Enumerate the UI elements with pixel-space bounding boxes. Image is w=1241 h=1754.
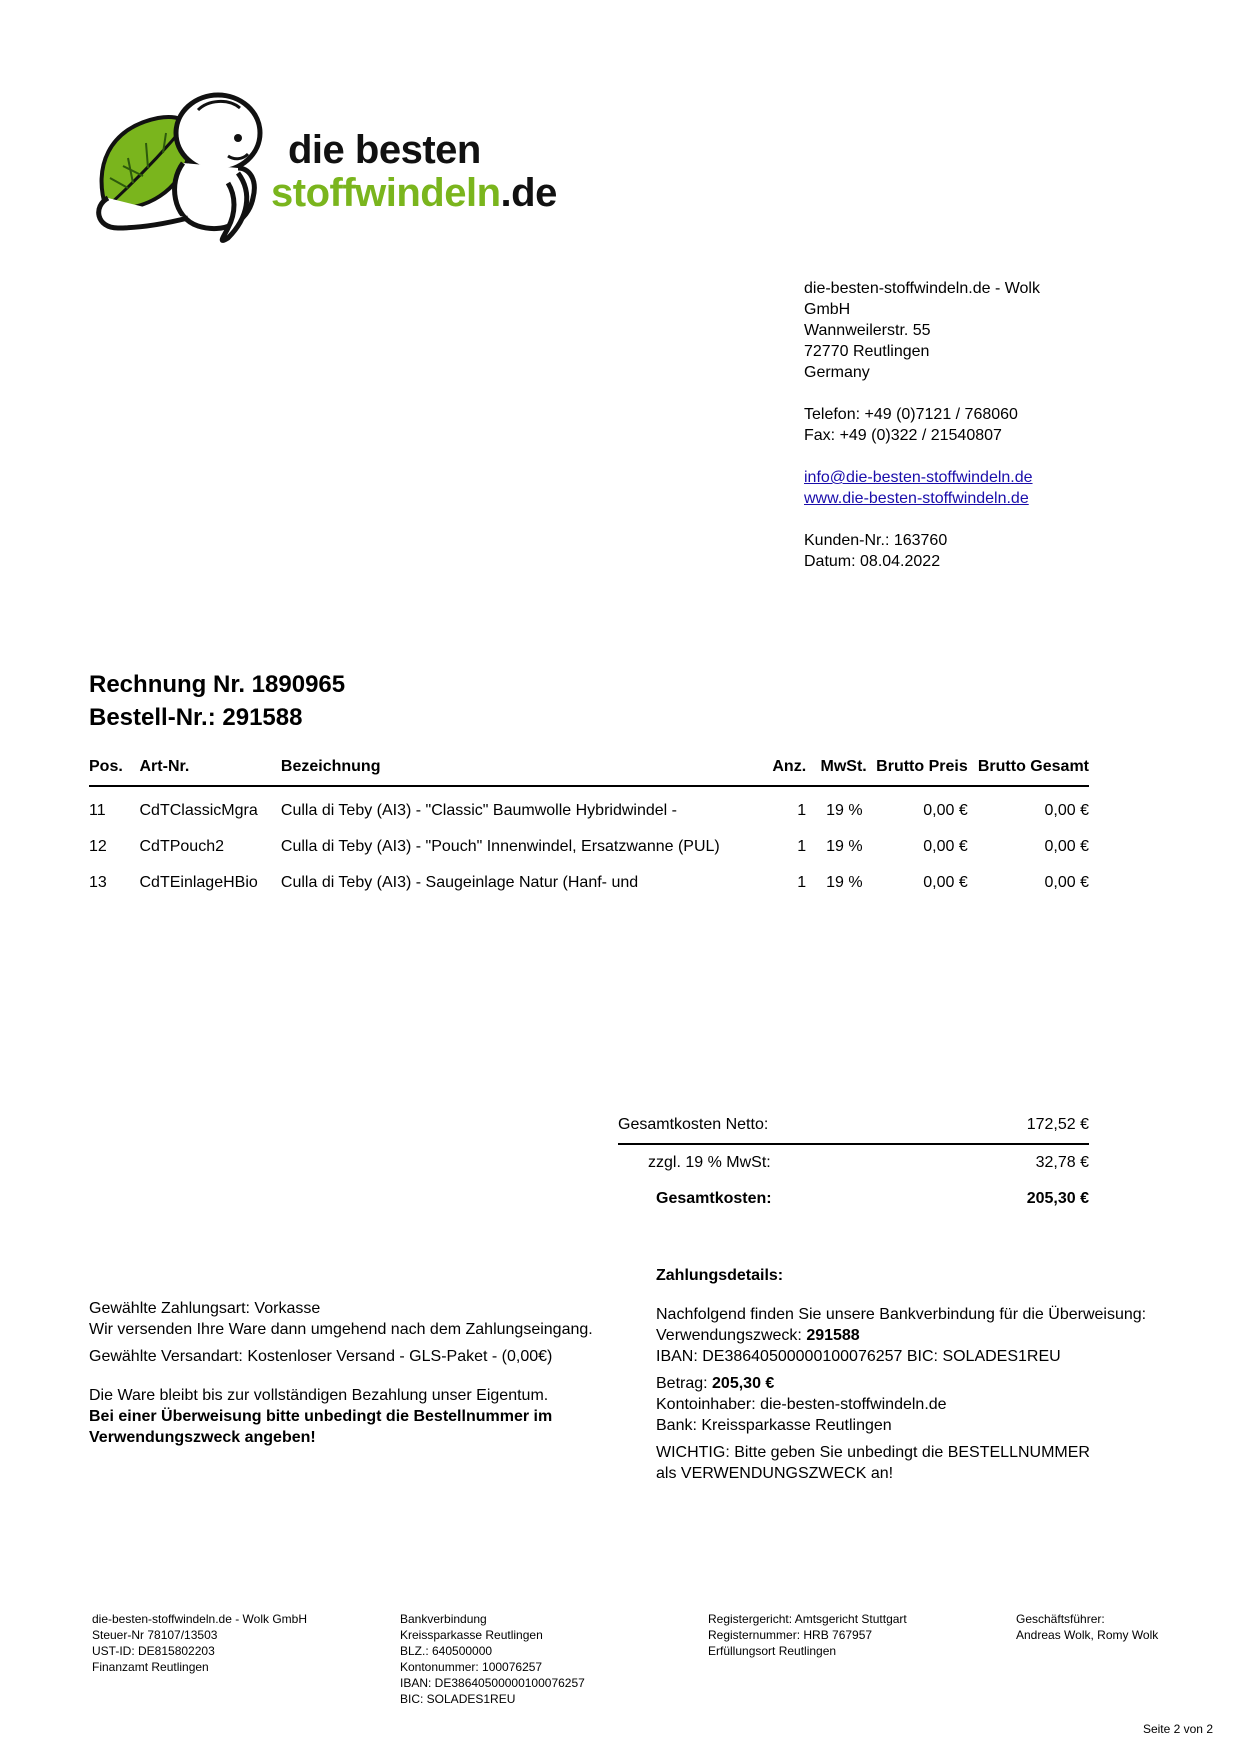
footer-line: BLZ.: 640500000 bbox=[400, 1644, 493, 1658]
cell-bez: Culla di Teby (AI3) - "Pouch" Innenwindel, Ersatzwanne (PUL) bbox=[280, 838, 720, 855]
invoice-title: Rechnung Nr. 1890965 bbox=[89, 671, 346, 698]
table-row bbox=[89, 865, 1089, 901]
purpose-line bbox=[656, 1325, 1196, 1346]
payment-info-left bbox=[89, 1298, 649, 1448]
header-mwst: MwSt. bbox=[806, 757, 867, 786]
important-note-2: als VERWENDUNGSZWECK an! bbox=[656, 1465, 894, 1482]
shipping-note: Wir versenden Ihre Ware dann umgehend nach dem Zahlungseingang. bbox=[89, 1321, 593, 1338]
cell-pos: 12 bbox=[89, 838, 107, 855]
header-anz: Anz. bbox=[764, 757, 806, 786]
amount-value: 205,30 € bbox=[712, 1375, 775, 1392]
logo-text-bottom bbox=[271, 171, 557, 216]
purpose-value: 291588 bbox=[806, 1327, 860, 1344]
customer-number: Kunden-Nr.: 163760 bbox=[804, 532, 948, 549]
mwst-row bbox=[618, 1145, 1089, 1181]
line-items-table bbox=[89, 757, 1089, 901]
footer-company bbox=[92, 1611, 307, 1675]
footer-line: Geschäftsführer: bbox=[1016, 1612, 1105, 1626]
footer-line: die-besten-stoffwindeln.de - Wolk GmbH bbox=[92, 1612, 307, 1626]
bank-name: Bank: Kreissparkasse Reutlingen bbox=[656, 1417, 892, 1434]
sender-address bbox=[804, 278, 1104, 572]
cell-anz: 1 bbox=[797, 802, 807, 819]
footer-line: UST-ID: DE815802203 bbox=[92, 1644, 215, 1658]
transfer-warning-2: Verwendungszweck angeben! bbox=[89, 1429, 316, 1446]
logo-text-domain: .de bbox=[500, 171, 557, 215]
footer-line: Kreissparkasse Reutlingen bbox=[400, 1628, 543, 1642]
cell-gesamt: 0,00 € bbox=[1044, 838, 1089, 855]
header-brutto: Brutto Preis bbox=[867, 757, 968, 786]
table-row bbox=[89, 786, 1089, 829]
street: Wannweilerstr. 55 bbox=[804, 322, 931, 339]
cell-mwst: 19 % bbox=[826, 838, 863, 855]
fax: Fax: +49 (0)322 / 21540807 bbox=[804, 427, 1002, 444]
header-gesamt: Brutto Gesamt bbox=[968, 757, 1089, 786]
city: 72770 Reutlingen bbox=[804, 343, 930, 360]
footer-line: BIC: SOLADES1REU bbox=[400, 1692, 516, 1706]
footer-bank bbox=[400, 1611, 585, 1707]
payment-details bbox=[656, 1265, 1196, 1484]
iban-bic: IBAN: DE38640500000100076257 BIC: SOLADES1REU bbox=[656, 1348, 1061, 1365]
cell-gesamt: 0,00 € bbox=[1044, 874, 1089, 891]
page-number: Seite 2 von 2 bbox=[1142, 1722, 1213, 1736]
email-link[interactable]: info@die-besten-stoffwindeln.de bbox=[804, 469, 1033, 486]
header-bez: Bezeichnung bbox=[281, 757, 764, 786]
cell-anz: 1 bbox=[797, 874, 807, 891]
footer-line: Kontonummer: 100076257 bbox=[400, 1660, 543, 1674]
footer-register bbox=[708, 1611, 907, 1659]
cell-brutto: 0,00 € bbox=[923, 838, 968, 855]
ownership-note: Die Ware bleibt bis zur vollständigen Bezahlung unser Eigentum. bbox=[89, 1387, 549, 1404]
footer-line: Finanzamt Reutlingen bbox=[92, 1660, 209, 1674]
cell-pos: 13 bbox=[89, 874, 107, 891]
website-link[interactable]: www.die-besten-stoffwindeln.de bbox=[804, 490, 1029, 507]
shipping-method: Gewählte Versandart: Kostenloser Versand - GLS-Paket - (0,00€) bbox=[89, 1348, 553, 1365]
invoice-heading bbox=[89, 668, 345, 734]
netto-value: 172,52 € bbox=[1026, 1116, 1089, 1133]
cell-gesamt: 0,00 € bbox=[1044, 802, 1089, 819]
footer-line: Erfüllungsort Reutlingen bbox=[708, 1644, 837, 1658]
order-number: Bestell-Nr.: 291588 bbox=[89, 704, 303, 731]
footer-line: IBAN: DE38640500000100076257 bbox=[400, 1676, 585, 1690]
table-header bbox=[89, 757, 1089, 786]
logo-text-top: die besten bbox=[288, 128, 481, 172]
transfer-warning-1: Bei einer Überweisung bitte unbedingt die Bestellnummer im bbox=[89, 1408, 553, 1425]
header-pos: Pos. bbox=[89, 757, 140, 786]
logo-text-green: stoffwindeln bbox=[271, 171, 501, 215]
total-row bbox=[618, 1181, 1089, 1217]
cell-bez: Culla di Teby (AI3) - "Classic" Baumwolle Hybridwindel - bbox=[280, 802, 677, 819]
payment-method: Gewählte Zahlungsart: Vorkasse bbox=[89, 1300, 321, 1317]
account-holder: Kontoinhaber: die-besten-stoffwindeln.de bbox=[656, 1396, 947, 1413]
company-logo bbox=[88, 88, 628, 248]
cell-mwst: 19 % bbox=[826, 874, 863, 891]
company-name-line1: die-besten-stoffwindeln.de - Wolk bbox=[804, 280, 1040, 297]
cell-brutto: 0,00 € bbox=[923, 802, 968, 819]
footer-management bbox=[1016, 1611, 1158, 1643]
cell-art: CdTEinlageHBio bbox=[139, 874, 258, 891]
cell-pos: 11 bbox=[89, 802, 106, 819]
amount-label: Betrag: bbox=[656, 1375, 713, 1392]
baby-leaf-icon bbox=[88, 88, 288, 248]
cell-mwst: 19 % bbox=[826, 802, 863, 819]
total-value: 205,30 € bbox=[1026, 1190, 1089, 1207]
footer-line: Andreas Wolk, Romy Wolk bbox=[1016, 1628, 1159, 1642]
important-note-1: WICHTIG: Bitte geben Sie unbedingt die BESTELLNUMMER bbox=[656, 1444, 1090, 1461]
footer-line: Steuer-Nr 78107/13503 bbox=[92, 1628, 218, 1642]
netto-label: Gesamtkosten Netto: bbox=[618, 1116, 769, 1133]
purpose-label: Verwendungszweck: bbox=[656, 1327, 807, 1344]
mwst-value: 32,78 € bbox=[1035, 1154, 1089, 1171]
footer-line: Registernummer: HRB 767957 bbox=[708, 1628, 873, 1642]
table-row bbox=[89, 829, 1089, 865]
cell-anz: 1 bbox=[797, 838, 807, 855]
header-art: Art-Nr. bbox=[140, 757, 281, 786]
invoice-date: Datum: 08.04.2022 bbox=[804, 553, 941, 570]
bank-intro: Nachfolgend finden Sie unsere Bankverbindung für die Überweisung: bbox=[656, 1306, 1147, 1323]
mwst-label: zzgl. 19 % MwSt: bbox=[648, 1154, 771, 1171]
cell-art: CdTClassicMgra bbox=[139, 802, 258, 819]
cell-bez: Culla di Teby (AI3) - Saugeinlage Natur (Hanf- und bbox=[280, 874, 639, 891]
amount-line bbox=[656, 1373, 1196, 1394]
phone: Telefon: +49 (0)7121 / 768060 bbox=[804, 406, 1018, 423]
netto-row bbox=[618, 1107, 1089, 1145]
footer-line: Registergericht: Amtsgericht Stuttgart bbox=[708, 1612, 907, 1626]
cell-brutto: 0,00 € bbox=[923, 874, 968, 891]
company-name-line2: GmbH bbox=[804, 301, 851, 318]
cell-art: CdTPouch2 bbox=[139, 838, 224, 855]
payment-details-heading: Zahlungsdetails: bbox=[656, 1267, 784, 1284]
footer-line: Bankverbindung bbox=[400, 1612, 487, 1626]
country: Germany bbox=[804, 364, 870, 381]
total-label: Gesamtkosten: bbox=[656, 1190, 772, 1207]
totals-block bbox=[618, 1107, 1089, 1217]
